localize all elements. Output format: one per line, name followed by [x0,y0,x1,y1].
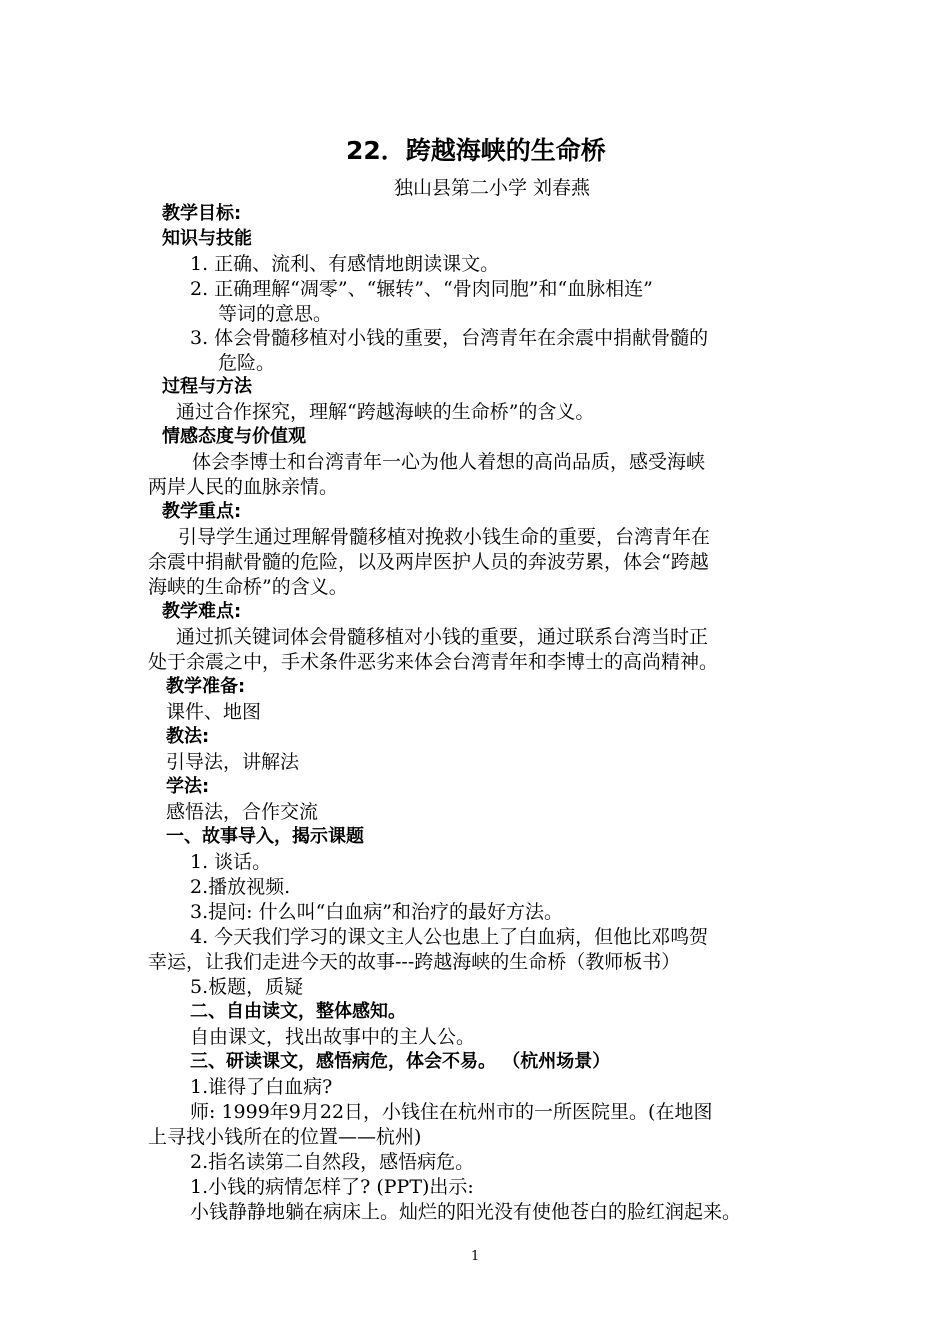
text-line: 师: 1999年9月22日，小钱住在杭州市的一所医院里。(在地图 [190,1101,713,1123]
section-heading: 三、研读课文，感悟病危，体会不易。 （杭州场景） [190,1051,611,1072]
text-line: 2.播放视频. [190,876,291,898]
text-line: 4. 今天我们学习的课文主人公也患上了白血病，但他比邓鸣贺 [190,926,709,948]
text-line: 1.小钱的病情怎样了? (PPT)出示: [190,1176,474,1198]
text-line: 通过抓关键词体会骨髓移植对小钱的重要，通过联系台湾当时正 [176,626,709,648]
section-heading: 教学准备: [166,676,246,697]
text-line: 上寻找小钱所在的位置——杭州) [148,1126,422,1148]
text-line: 幸运，让我们走进今天的故事---跨越海峡的生命桥（教师板书） [148,951,681,973]
text-line: 等词的意思。 [218,303,333,325]
text-line: 海峡的生命桥”的含义。 [148,576,348,598]
section-heading: 教学目标: [162,203,242,224]
section-heading: 情感态度与价值观 [162,426,306,447]
text-line: 3. 体会骨髓移植对小钱的重要，台湾青年在余震中捐献骨髓的 [190,327,709,349]
section-heading: 过程与方法 [162,376,252,397]
text-line: 3.提问: 什么叫“白血病”和治疗的最好方法。 [190,901,563,923]
section-heading: 教法: [166,726,210,747]
text-line: 余震中捐献骨髓的危险，以及两岸医护人员的奔波劳累，体会“跨越 [148,551,709,573]
text-line: 小钱静静地躺在病床上。灿烂的阳光没有使他苍白的脸红润起来。 [190,1201,742,1223]
text-line: 1. 正确、流利、有感情地朗读课文。 [190,253,500,275]
text-line: 2. 正确理解“凋零”、“辗转”、“骨肉同胞”和“血脉相连” [190,278,653,300]
section-heading: 学法: [166,776,210,797]
text-line: 自由课文，找出故事中的主人公。 [190,1026,476,1048]
text-line: 感悟法，合作交流 [166,801,319,823]
section-heading: 教学难点: [162,601,242,622]
text-line: 处于余震之中，手术条件恶劣来体会台湾青年和李博士的高尚精神。 [148,651,719,673]
text-line: 1. 谈话。 [190,851,272,873]
section-heading: 二、自由读文，整体感知。 [190,1001,406,1022]
section-heading: 一、故事导入，揭示课题 [166,826,364,847]
section-heading: 知识与技能 [162,228,252,249]
text-line: 1.谁得了白血病? [190,1076,333,1098]
text-line: 体会李博士和台湾青年一心为他人着想的高尚品质，感受海峡 [192,451,706,473]
text-line: 5.板题，质疑 [190,976,304,998]
page-number: 1 [471,1249,480,1264]
text-line: 危险。 [218,352,276,374]
text-line: 2.指名读第二自然段，感悟病危。 [190,1151,475,1173]
text-line: 两岸人民的血脉亲情。 [148,476,339,498]
document-title: 22．跨越海峡的生命桥 [346,136,606,165]
text-line: 引导学生通过理解骨髓移植对挽救小钱生命的重要，台湾青年在 [178,526,711,548]
document-author: 独山县第二小学 刘春燕 [394,177,591,199]
text-line: 课件、地图 [166,701,262,723]
section-heading: 教学重点: [162,501,242,522]
text-line: 通过合作探究，理解“跨越海峡的生命桥”的含义。 [176,401,595,423]
text-line: 引导法，讲解法 [166,751,300,773]
